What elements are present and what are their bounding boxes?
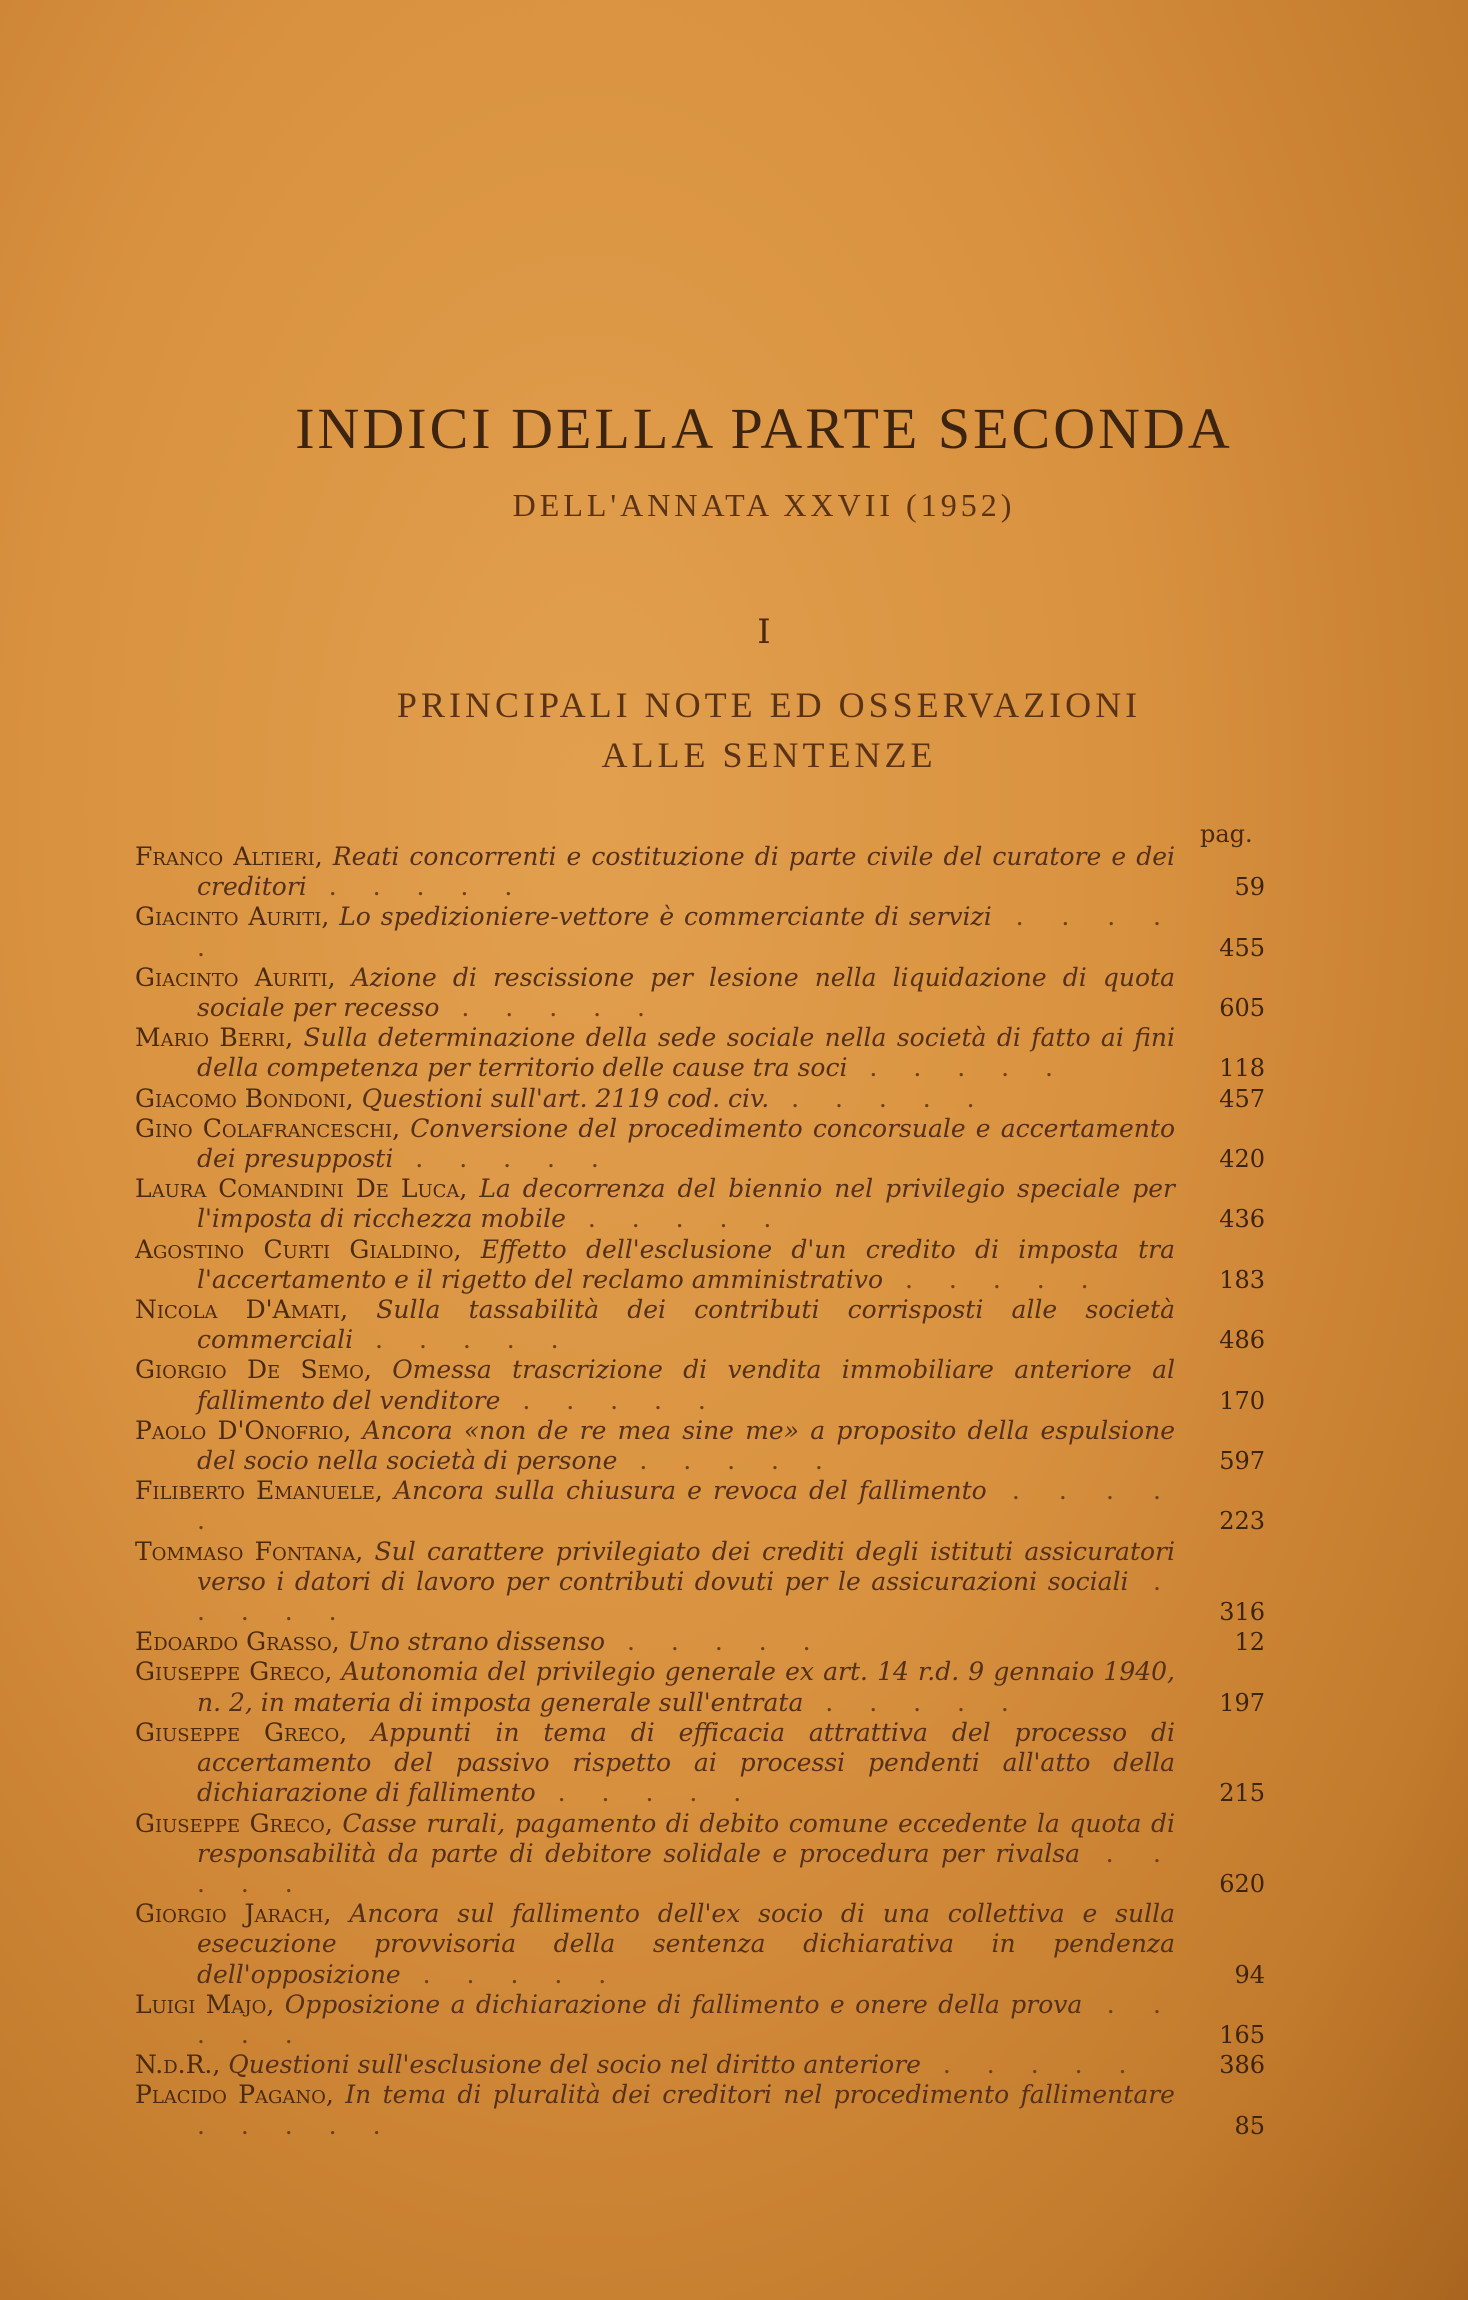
entry-text xyxy=(135,1416,1175,1476)
index-entry xyxy=(135,1537,1265,1628)
entry-author: Franco Altieri, xyxy=(135,842,323,871)
dot-leader: . . . . . xyxy=(847,1053,1067,1083)
entry-page: 165 xyxy=(1219,2020,1265,2049)
entry-page: 436 xyxy=(1219,1205,1265,1234)
entry-author: Giuseppe Greco, xyxy=(135,1808,333,1838)
entry-title: Omessa trascrizione di vendita immobiliare anteriore al fallimento del venditore xyxy=(197,1355,1175,1415)
index-entry xyxy=(135,963,1265,1023)
index-entry xyxy=(135,902,1265,962)
entry-author: Luigi Majo, xyxy=(135,1989,275,2019)
page-column-label: pag. xyxy=(1200,820,1253,848)
entry-author: Nicola D'Amati, xyxy=(135,1295,349,1325)
entry-page: 420 xyxy=(1219,1145,1265,1174)
index-entry xyxy=(135,1627,1265,1657)
entry-title: Effetto dell'esclusione d'un credito di imposta tra l'accertamento e il rigetto del reclamo amministrativo xyxy=(197,1234,1175,1294)
entry-author: N.d.R., xyxy=(135,2050,221,2080)
entry-author: Agostino Curti Gialdino, xyxy=(135,1234,462,1264)
entry-page: 118 xyxy=(1219,1054,1265,1083)
dot-leader: . . . . . xyxy=(500,1385,720,1415)
section-number: I xyxy=(757,612,771,652)
entry-title: Casse rurali, pagamento di debito comune eccedente la quota di responsabilità da parte di debitore solidale e procedura per rivalsa xyxy=(197,1808,1176,1868)
section-title-line2: ALLE SENTENZE xyxy=(601,735,937,775)
index-entry xyxy=(135,1174,1265,1234)
entry-page: 386 xyxy=(1219,2051,1265,2080)
entry-text xyxy=(135,1809,1175,1900)
entry-page: 597 xyxy=(1219,1447,1265,1476)
dot-leader: . . . . . xyxy=(535,1778,756,1808)
entry-text xyxy=(135,1023,1175,1083)
dot-leader: . . . . . xyxy=(883,1264,1103,1294)
dot-leader: . . . . . xyxy=(197,902,1176,962)
entry-page: 215 xyxy=(1219,1779,1265,1808)
entry-title: Sul carattere privilegiato dei crediti degli istituti assicuratori verso i datori di lavoro per contributi dovuti per le assicurazioni sociali xyxy=(197,1536,1175,1596)
dot-leader: . . . . . xyxy=(565,1204,786,1234)
index-entry xyxy=(135,1718,1265,1809)
index-entries xyxy=(135,842,1265,2141)
entry-author: Giuseppe Greco, xyxy=(135,1657,333,1687)
dot-leader: . . . . . xyxy=(439,993,659,1023)
index-entry xyxy=(135,1657,1265,1717)
entry-text xyxy=(135,1355,1175,1415)
section-title xyxy=(0,680,1468,780)
entry-page: 94 xyxy=(1234,1960,1265,1989)
entry-author: Giacinto Auriti, xyxy=(135,962,336,992)
index-entry xyxy=(135,1114,1265,1174)
dot-leader: . . . . . xyxy=(197,1476,1175,1536)
entry-text xyxy=(135,2050,1175,2080)
dot-leader: . . . . . xyxy=(197,1989,1175,2049)
entry-title: Questioni sull'esclusione del socio nel diritto anteriore xyxy=(228,2050,921,2080)
entry-text xyxy=(135,902,1175,962)
entry-title: Appunti in tema di efficacia attrattiva del processo di accertamento del passivo rispetto ai processi pendenti all'atto della dichiarazione di fallimento xyxy=(197,1717,1175,1808)
entry-page: 59 xyxy=(1234,873,1265,902)
entry-author: Tommaso Fontana, xyxy=(135,1536,364,1566)
entry-page: 170 xyxy=(1219,1386,1265,1415)
dot-leader: . . . . . xyxy=(617,1446,837,1476)
entry-text xyxy=(135,842,1175,902)
index-entry xyxy=(135,1023,1265,1083)
entry-page: 620 xyxy=(1219,1869,1265,1898)
index-entry xyxy=(135,1084,1265,1114)
entry-title: Ancora «non de re mea sine me» a proposito della espulsione del socio nella società di persone xyxy=(197,1415,1175,1476)
entry-author: Giacomo Bondoni, xyxy=(135,1083,354,1113)
entry-title: Ancora sulla chiusura e revoca del fallimento xyxy=(393,1476,987,1506)
entry-page: 486 xyxy=(1219,1326,1265,1355)
index-entry xyxy=(135,2080,1265,2140)
entry-title: Ancora sul fallimento dell'ex socio di una collettiva e sulla esecuzione provvisoria della sentenza dichiarativa in pendenza dell'opposizione xyxy=(197,1899,1175,1989)
entry-text xyxy=(135,1990,1175,2050)
index-entry xyxy=(135,1295,1265,1355)
entry-text xyxy=(135,1174,1175,1234)
entry-text xyxy=(135,1627,1175,1657)
entry-text xyxy=(135,1114,1175,1174)
dot-leader: . . . . . xyxy=(400,1959,621,1989)
entry-author: Giacinto Auriti, xyxy=(135,902,330,932)
index-entry xyxy=(135,842,1265,902)
index-entry xyxy=(135,1990,1265,2050)
entry-page: 223 xyxy=(1219,1507,1265,1536)
entry-text xyxy=(135,1537,1175,1628)
page-title: INDICI DELLA PARTE SECONDA xyxy=(295,396,1233,461)
dot-leader: . . . . . xyxy=(393,1144,613,1174)
entry-author: Filiberto Emanuele, xyxy=(135,1476,383,1506)
entry-author: Giorgio De Semo, xyxy=(135,1355,372,1385)
dot-leader: . . . . . xyxy=(353,1325,573,1355)
entry-page: 455 xyxy=(1219,933,1265,962)
entry-text xyxy=(135,1718,1175,1809)
entry-title: Azione di rescissione per lesione nella liquidazione di quota sociale per recesso xyxy=(197,962,1175,1023)
entry-text xyxy=(135,2080,1175,2140)
entry-title: Autonomia del privilegio generale ex art. 14 r.d. 9 gennaio 1940, n. 2, in materia di imposta generale sull'entrata xyxy=(197,1657,1175,1717)
entry-author: Mario Berri, xyxy=(135,1023,294,1053)
entry-page: 183 xyxy=(1219,1265,1265,1294)
index-entry xyxy=(135,1235,1265,1295)
index-entry xyxy=(135,1809,1265,1900)
entry-text xyxy=(135,1476,1175,1536)
entry-text xyxy=(135,1657,1175,1717)
entry-title: Uno strano dissenso xyxy=(347,1627,606,1657)
index-entry xyxy=(135,1899,1265,1990)
entry-title: Questioni sull'art. 2119 cod. civ. xyxy=(361,1083,770,1113)
index-entry xyxy=(135,1476,1265,1536)
section-title-line1: PRINCIPALI NOTE ED OSSERVAZIONI xyxy=(396,685,1142,725)
entry-author: Edoardo Grasso, xyxy=(135,1627,340,1657)
entry-title: Sulla tassabilità dei contributi corrisposti alle società commerciali xyxy=(197,1295,1175,1355)
entry-title: Lo spedizioniere-vettore è commerciante di servizi xyxy=(339,902,992,932)
entry-text xyxy=(135,1084,1175,1114)
dot-leader: . . . . . xyxy=(920,2050,1141,2080)
entry-title: Opposizione a dichiarazione di fallimento e onere della prova xyxy=(284,1989,1083,2019)
entry-author: Paolo D'Onofrio, xyxy=(135,1415,352,1445)
entry-page: 85 xyxy=(1234,2111,1265,2140)
entry-title: In tema di pluralità dei creditori nel procedimento fallimentare xyxy=(345,2080,1175,2110)
entry-title: Reati concorrenti e costituzione di parte civile del curatore e dei creditori xyxy=(197,842,1175,902)
dot-leader: . . . . . xyxy=(197,1566,1175,1627)
entry-page: 316 xyxy=(1219,1598,1265,1627)
entry-text xyxy=(135,963,1175,1023)
entry-page: 605 xyxy=(1219,994,1265,1023)
entry-text xyxy=(135,1899,1175,1990)
page-subtitle: DELL'ANNATA XXVII (1952) xyxy=(512,487,1016,523)
dot-leader: . . . . . xyxy=(769,1083,989,1113)
index-entry xyxy=(135,1355,1265,1415)
index-entry xyxy=(135,1416,1265,1476)
entry-text xyxy=(135,1235,1175,1295)
dot-leader: . . . . . xyxy=(197,1838,1175,1898)
entry-text xyxy=(135,1295,1175,1355)
entry-page: 457 xyxy=(1219,1084,1265,1113)
dot-leader: . . . . . xyxy=(197,2110,395,2140)
entry-page: 12 xyxy=(1234,1628,1265,1657)
dot-leader: . . . . . xyxy=(605,1627,825,1657)
index-entry xyxy=(135,2050,1265,2080)
entry-author: Laura Comandini De Luca, xyxy=(135,1174,468,1204)
entry-title: La decorrenza del biennio nel privilegio speciale per l'imposta di ricchezza mobile xyxy=(197,1174,1175,1234)
entry-author: Giorgio Jarach, xyxy=(135,1899,332,1929)
entry-title: Conversione del procedimento concorsuale e accertamento dei presupposti xyxy=(197,1113,1176,1174)
entry-author: Gino Colafranceschi, xyxy=(135,1113,401,1143)
entry-page: 197 xyxy=(1219,1688,1265,1717)
entry-author: Placido Pagano, xyxy=(135,2080,334,2110)
entry-author: Giuseppe Greco, xyxy=(135,1717,348,1747)
entry-title: Sulla determinazione della sede sociale nella società di fatto ai fini della competenza per territorio delle cause tra soci xyxy=(197,1023,1175,1083)
dot-leader: . . . . . xyxy=(803,1687,1023,1717)
dot-leader: . . . . . xyxy=(306,872,527,902)
